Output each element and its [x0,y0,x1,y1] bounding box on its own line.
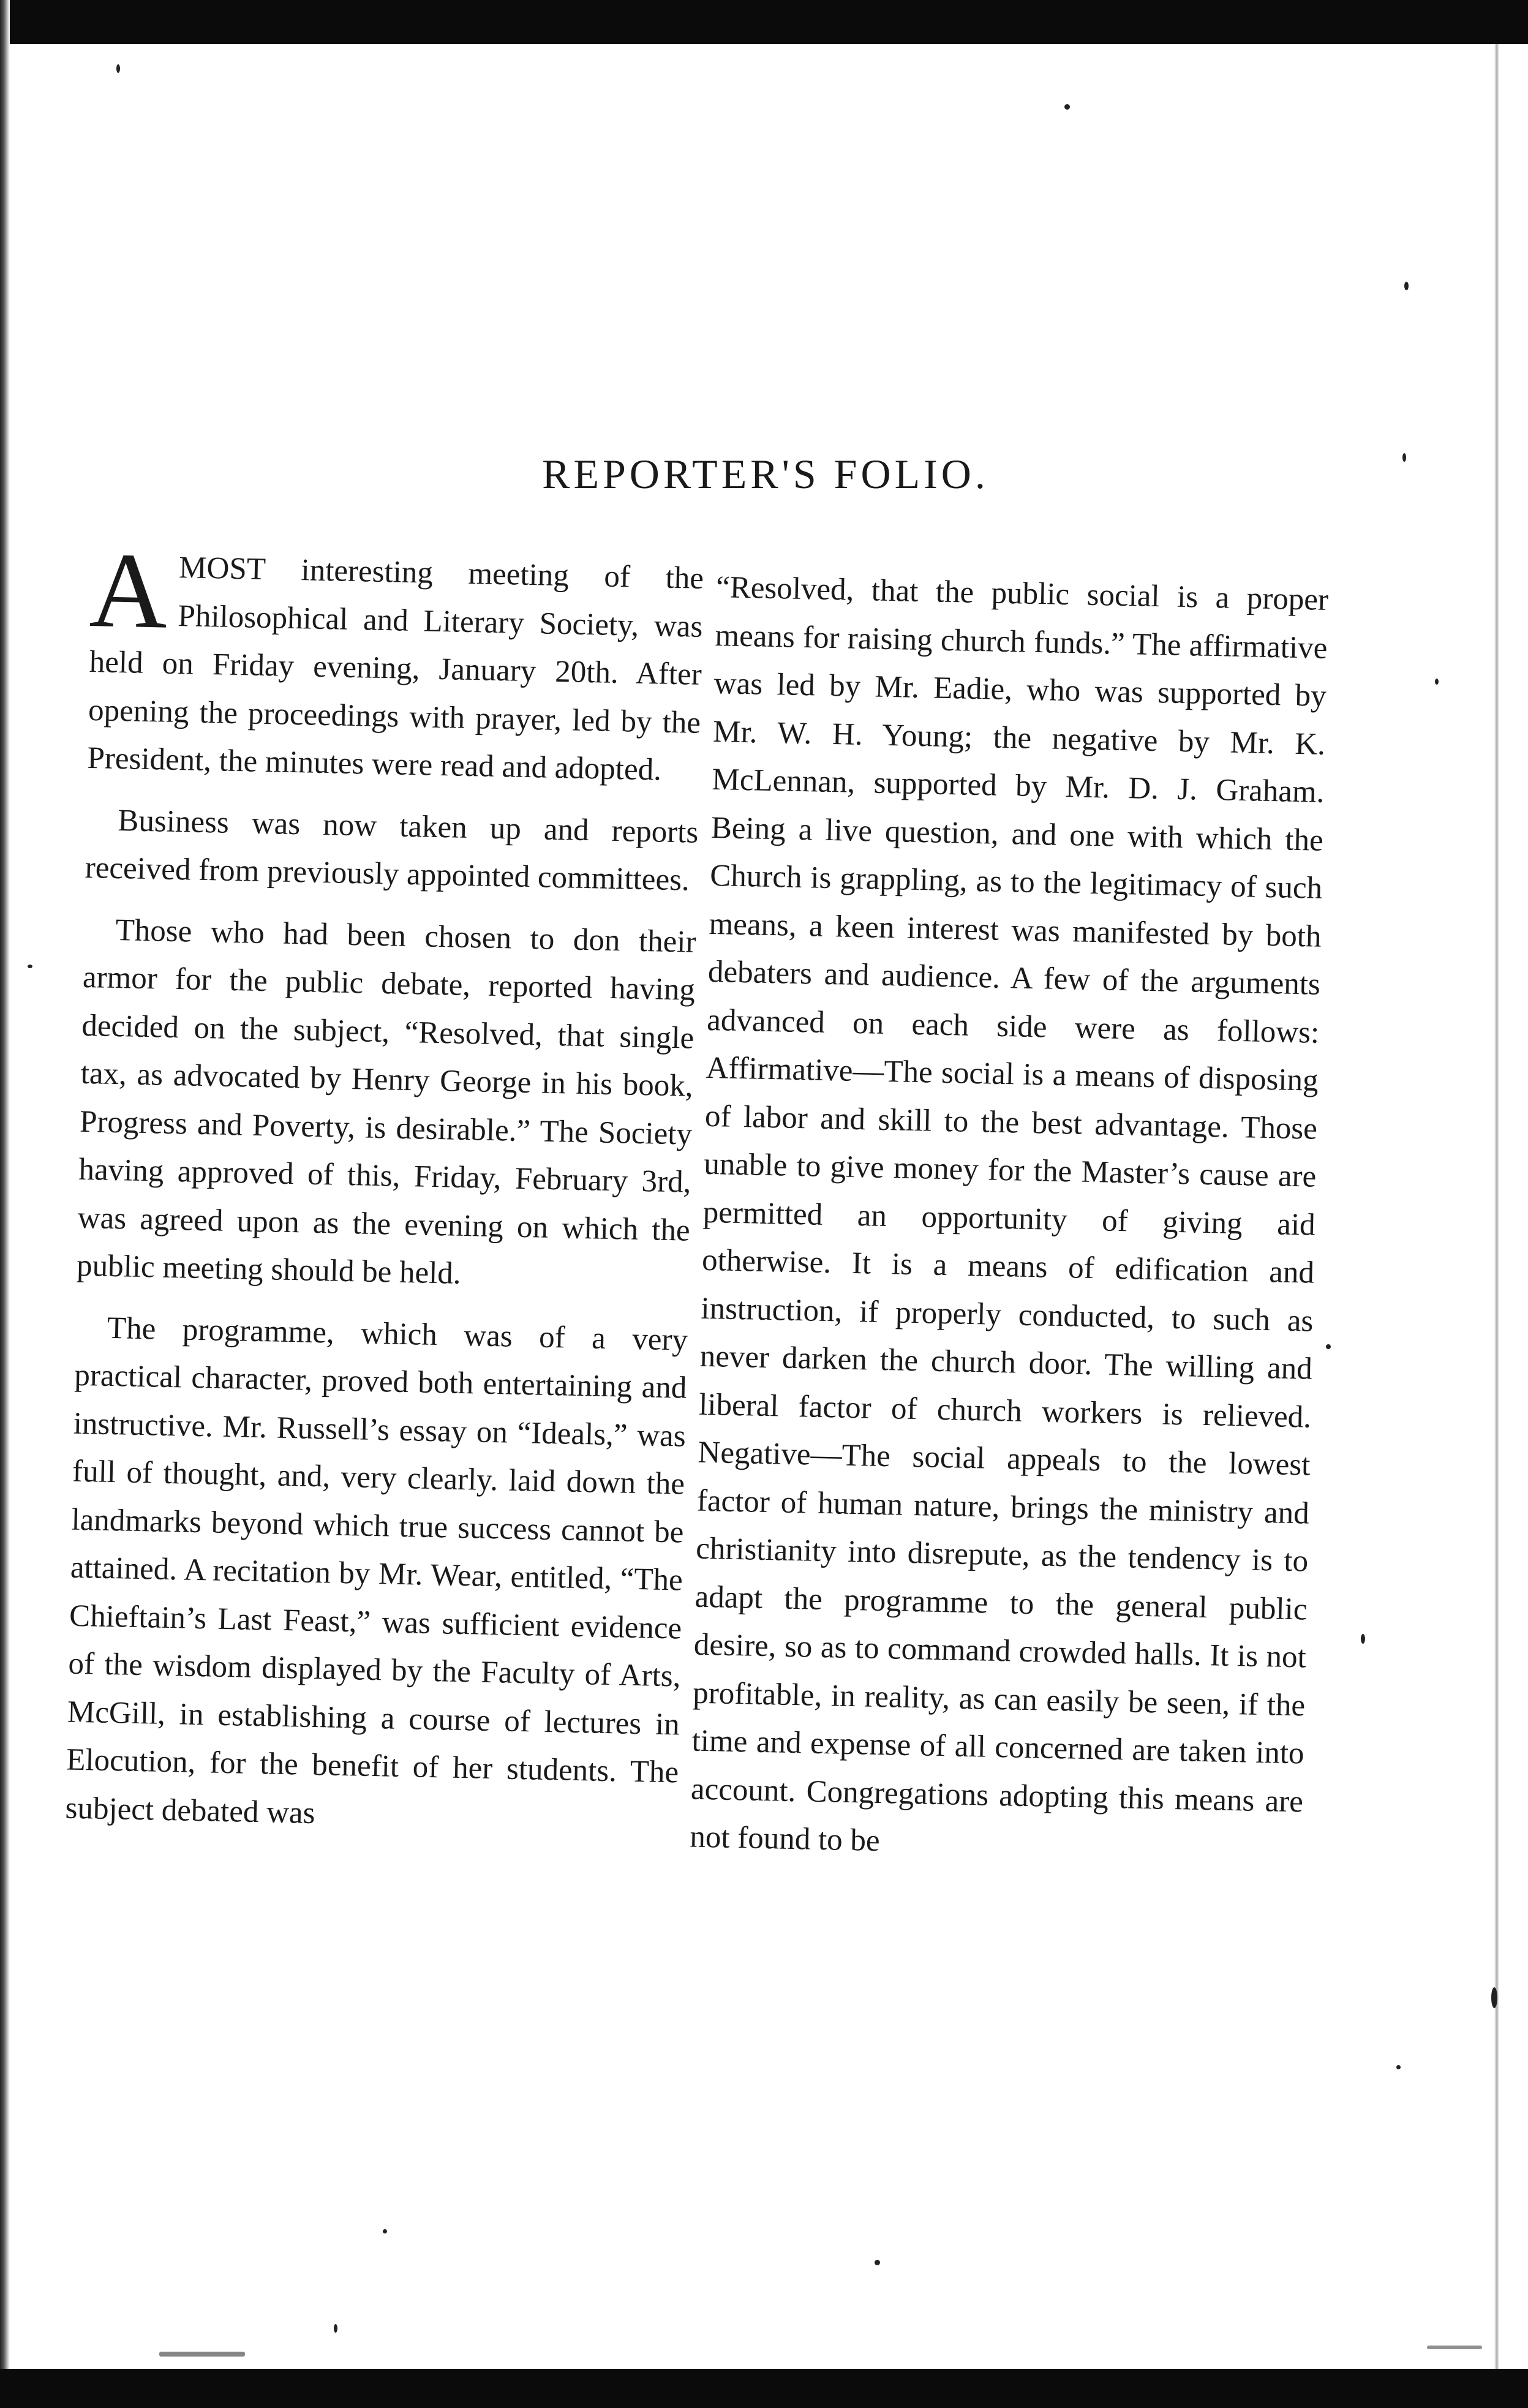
scan-edge-left [0,0,10,2408]
article-left-column [64,530,704,1858]
scan-border-top [0,0,1528,44]
scan-speck [28,965,32,968]
scan-speck [1427,2346,1482,2349]
scan-speck [1491,1987,1497,2008]
article-right-column [689,563,1329,1887]
article-paragraph-2: Business was now taken up and reports received from previously appointed committees. [85,803,699,898]
lead-word: MOST [178,550,266,587]
scan-border-bottom [0,2369,1528,2408]
article-paragraph-1 [87,530,704,795]
article-paragraph-5: “Resolved, that the public social is a proper means for raising church funds.” The affirmative was led by Mr. Eadie, who was supported by Mr. W. H. Young; the negative by Mr. K. McLennan, supported by Mr. D. J. Graham. Being a live question, and one with which the Church is grappling, as to the legitimacy of such means, a keen interest was manifested by both debaters and audience. A few of the arguments advanced on each side were as follows: Affirmative—The social is a means of disposing of labor and skill to the best advantage. Those unable to give money for the Master’s cause are permitted an opportunity of giving aid otherwise. It is a means of edification and instruction, if properly conducted, to such as never darken the church door. The willing and liberal factor of church workers is relieved. Negative—The social appeals to the lowest factor of human nature, brings the ministry and christianity into disrepute, as the tendency is to adapt the programme to the general public desire, so as to command crowded halls. It is not profitable, in reality, as can easily be seen, if the time and expense of all concerned are taken into account. Congregations adopting this means are not found to be [689,570,1329,1859]
article-paragraph-3: Those who had been chosen to don their armor for the public debate, reported having decided on the subject, “Resolved, that single tax, as advocated by Henry George in his book, Progress and Poverty, is desirable.” The Society having approved of this, Friday, February 3rd, was agreed upon as the evening on which the public meeting should be held. [76,912,697,1291]
scan-speck [1361,1634,1365,1644]
page-title: REPORTER'S FOLIO. [542,451,989,497]
scan-speck [1404,282,1409,290]
scan-speck [116,64,120,73]
scan-speck [1396,2065,1401,2069]
scan-speck [875,2260,880,2265]
scan-speck [159,2352,245,2357]
article-paragraph-4: The programme, which was of a very practical character, proved both entertaining and instructive. Mr. Russell’s essay on “Ideals,” was full of thought, and, very clearly. laid down the landmarks beyond which true success cannot be attained. A recitation by Mr. Wear, entitled, “The Chieftain’s Last Feast,” was sufficient evidence of the wisdom displayed by the Faculty of Arts, McGill, in establishing a course of lectures in Elocution, for the benefit of her students. The subject debated was [65,1311,688,1830]
scan-speck [1326,1344,1331,1349]
paragraph-text: interesting meeting of the Philosophical and Literary Society, was held on Friday evening, January 20th. After opening the proceedings with prayer, led by the President, the minutes were read and adopted. [87,552,704,788]
scan-edge-right [1494,44,1499,2369]
scan-speck [334,2324,337,2333]
scan-speck [1064,104,1070,110]
scan-speck [1435,679,1439,685]
scan-speck [383,2229,387,2233]
drop-cap: A [88,530,169,652]
